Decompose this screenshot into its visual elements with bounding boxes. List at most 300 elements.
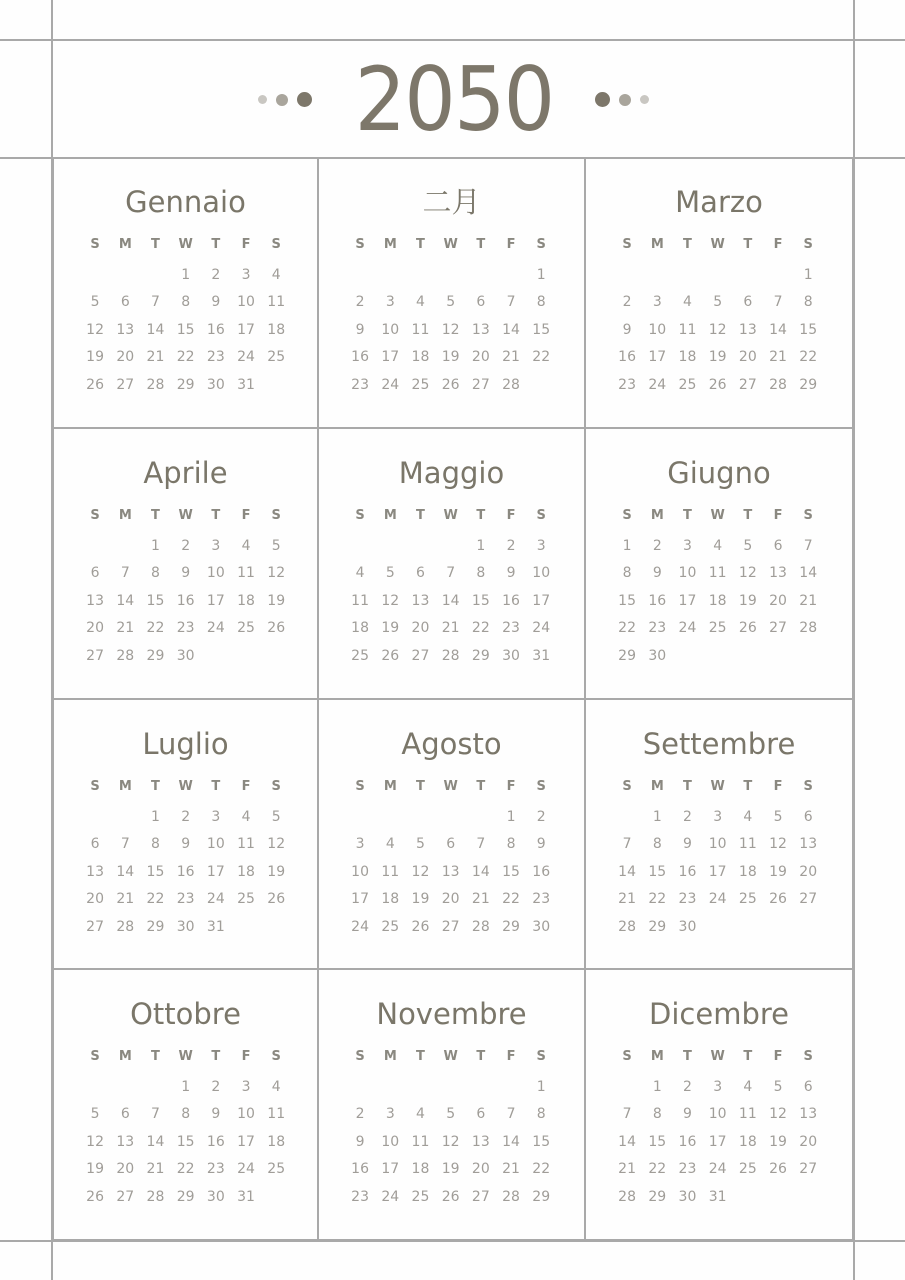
day-cell: 20 bbox=[86, 620, 104, 637]
day-cell: 28 bbox=[618, 918, 636, 935]
weekday-label: T bbox=[211, 779, 221, 794]
dot-icon bbox=[276, 94, 288, 106]
day-cell: 1 bbox=[652, 1078, 662, 1095]
day-cell: 1 bbox=[652, 808, 662, 825]
day-cell: 29 bbox=[648, 1188, 667, 1205]
day-cell: 19 bbox=[267, 592, 286, 609]
day-cell: 14 bbox=[441, 592, 460, 609]
empty-day bbox=[612, 1074, 642, 1102]
day-cell: 9 bbox=[211, 1106, 221, 1123]
day-cell: 14 bbox=[502, 321, 520, 338]
day-cell: 9 bbox=[355, 1133, 365, 1150]
day-cell: 7 bbox=[622, 1106, 632, 1123]
day-cell: 26 bbox=[441, 1188, 460, 1205]
day-cell: 10 bbox=[708, 1106, 727, 1123]
day-cell: 22 bbox=[532, 1161, 551, 1178]
day-cell: 16 bbox=[678, 863, 697, 880]
weekday-label: S bbox=[271, 508, 281, 523]
weekday-label: S bbox=[271, 1049, 281, 1064]
day-cell: 7 bbox=[120, 565, 130, 582]
day-cell: 27 bbox=[769, 620, 787, 637]
month-block bbox=[586, 700, 854, 970]
day-cell: 7 bbox=[151, 1106, 160, 1123]
day-cell: 9 bbox=[652, 565, 662, 582]
day-cell: 25 bbox=[678, 376, 697, 393]
day-cell: 20 bbox=[471, 1161, 490, 1178]
empty-day bbox=[345, 1074, 375, 1102]
dot-icon bbox=[619, 94, 631, 106]
day-cell: 17 bbox=[237, 1133, 255, 1150]
dot-icon bbox=[297, 92, 312, 107]
day-cell: 16 bbox=[176, 592, 195, 609]
day-cell: 19 bbox=[769, 863, 787, 880]
day-cell: 22 bbox=[618, 620, 636, 637]
day-cell: 28 bbox=[146, 1188, 165, 1205]
dot-icon bbox=[595, 92, 610, 107]
day-cell: 19 bbox=[769, 1133, 787, 1150]
day-cell: 17 bbox=[381, 349, 400, 366]
day-cell: 17 bbox=[708, 1133, 727, 1150]
day-cell: 18 bbox=[738, 863, 757, 880]
day-cell: 1 bbox=[536, 1078, 546, 1095]
day-cell: 20 bbox=[799, 1133, 818, 1150]
day-cell: 24 bbox=[648, 376, 667, 393]
day-cell: 26 bbox=[411, 918, 430, 935]
day-cell: 18 bbox=[381, 891, 400, 908]
day-cell: 7 bbox=[476, 836, 486, 853]
day-cell: 25 bbox=[411, 376, 430, 393]
empty-day bbox=[110, 533, 140, 561]
day-cell: 26 bbox=[708, 376, 727, 393]
weekday-label: M bbox=[118, 779, 132, 794]
day-cell: 21 bbox=[769, 349, 787, 366]
weekday-label: M bbox=[650, 237, 664, 252]
day-cell: 20 bbox=[116, 349, 135, 366]
weekday-label: M bbox=[118, 508, 132, 523]
day-cell: 11 bbox=[237, 565, 255, 582]
month-block bbox=[586, 429, 854, 700]
weekday-label: F bbox=[241, 779, 251, 794]
day-cell: 9 bbox=[683, 836, 692, 853]
empty-day bbox=[80, 533, 110, 561]
day-cell: 3 bbox=[241, 266, 251, 283]
month-name: Giugno bbox=[667, 456, 771, 490]
day-cell: 21 bbox=[502, 349, 520, 366]
day-cell: 5 bbox=[90, 294, 100, 311]
day-cell: 21 bbox=[116, 620, 135, 637]
day-cell: 13 bbox=[799, 836, 818, 853]
day-cell: 13 bbox=[116, 1133, 135, 1150]
day-cell: 11 bbox=[351, 592, 369, 609]
day-cell: 15 bbox=[146, 592, 165, 609]
month-block bbox=[319, 158, 586, 429]
weekday-label: W bbox=[443, 1049, 458, 1064]
day-cell: 13 bbox=[799, 1106, 818, 1123]
empty-day bbox=[733, 262, 763, 290]
dot-icon bbox=[640, 95, 649, 104]
weekday-label: F bbox=[773, 1049, 783, 1064]
weekday-label: F bbox=[506, 508, 516, 523]
weekday-label: T bbox=[743, 1049, 753, 1064]
day-cell: 24 bbox=[381, 376, 400, 393]
day-cell: 21 bbox=[441, 620, 460, 637]
day-cell: 25 bbox=[267, 349, 286, 366]
day-cell: 2 bbox=[355, 294, 365, 311]
day-cell: 9 bbox=[355, 321, 365, 338]
day-cell: 30 bbox=[678, 1188, 697, 1205]
day-cell: 8 bbox=[181, 294, 191, 311]
day-cell: 28 bbox=[146, 376, 165, 393]
month-block bbox=[586, 158, 854, 429]
day-cell: 4 bbox=[416, 294, 425, 311]
day-cell: 11 bbox=[267, 1106, 286, 1123]
weekday-label: M bbox=[383, 237, 397, 252]
day-cell: 9 bbox=[536, 836, 546, 853]
day-cell: 21 bbox=[618, 891, 636, 908]
weekday-label: T bbox=[743, 508, 753, 523]
weekday-label: T bbox=[211, 1049, 221, 1064]
day-cell: 22 bbox=[146, 620, 165, 637]
day-cell: 19 bbox=[267, 863, 286, 880]
day-cell: 11 bbox=[708, 565, 727, 582]
day-cell: 10 bbox=[237, 294, 255, 311]
month-block bbox=[319, 429, 586, 700]
day-cell: 16 bbox=[351, 349, 369, 366]
day-cell: 11 bbox=[411, 321, 430, 338]
day-cell: 13 bbox=[441, 863, 460, 880]
day-cell: 1 bbox=[536, 266, 546, 283]
day-cell: 13 bbox=[116, 321, 135, 338]
day-cell: 3 bbox=[713, 1078, 723, 1095]
weekday-label: M bbox=[383, 1049, 397, 1064]
day-cell: 29 bbox=[502, 918, 520, 935]
day-cell: 21 bbox=[116, 891, 135, 908]
day-cell: 14 bbox=[116, 592, 135, 609]
day-cell: 25 bbox=[411, 1188, 430, 1205]
day-cell: 31 bbox=[532, 647, 551, 664]
day-cell: 20 bbox=[471, 349, 490, 366]
day-cell: 1 bbox=[151, 537, 160, 554]
day-cell: 25 bbox=[738, 891, 757, 908]
day-cell: 21 bbox=[799, 592, 818, 609]
day-cell: 17 bbox=[648, 349, 667, 366]
day-cell: 8 bbox=[652, 1106, 662, 1123]
weekday-label: T bbox=[476, 1049, 486, 1064]
weekday-label: F bbox=[506, 237, 516, 252]
month-calendar bbox=[80, 505, 291, 671]
empty-day bbox=[405, 262, 435, 290]
day-cell: 29 bbox=[146, 647, 165, 664]
day-cell: 22 bbox=[176, 1161, 195, 1178]
day-cell: 6 bbox=[476, 294, 486, 311]
day-cell: 6 bbox=[90, 565, 100, 582]
day-cell: 29 bbox=[799, 376, 818, 393]
weekday-label: S bbox=[355, 1049, 365, 1064]
month-calendar bbox=[345, 776, 556, 942]
weekday-label: M bbox=[383, 508, 397, 523]
month-name: Dicembre bbox=[649, 997, 789, 1031]
day-cell: 26 bbox=[769, 891, 787, 908]
day-cell: 22 bbox=[648, 1161, 667, 1178]
empty-day bbox=[405, 1074, 435, 1102]
day-cell: 23 bbox=[502, 620, 520, 637]
day-cell: 30 bbox=[206, 376, 225, 393]
weekday-label: W bbox=[710, 1049, 725, 1064]
day-cell: 12 bbox=[267, 836, 286, 853]
weekday-label: S bbox=[803, 508, 813, 523]
day-cell: 18 bbox=[267, 1133, 286, 1150]
day-cell: 21 bbox=[146, 1161, 165, 1178]
day-cell: 31 bbox=[237, 1188, 255, 1205]
day-cell: 19 bbox=[441, 1161, 460, 1178]
weekday-label: T bbox=[683, 779, 692, 794]
day-cell: 13 bbox=[769, 565, 787, 582]
day-cell: 28 bbox=[471, 918, 490, 935]
month-name: Marzo bbox=[675, 185, 763, 219]
day-cell: 3 bbox=[211, 537, 221, 554]
day-cell: 4 bbox=[743, 1078, 753, 1095]
day-cell: 28 bbox=[441, 647, 460, 664]
month-block bbox=[319, 970, 586, 1241]
day-cell: 11 bbox=[381, 863, 400, 880]
day-cell: 22 bbox=[471, 620, 490, 637]
day-cell: 1 bbox=[506, 808, 516, 825]
day-cell: 20 bbox=[86, 891, 104, 908]
weekday-label: S bbox=[622, 508, 632, 523]
weekday-label: T bbox=[151, 508, 160, 523]
day-cell: 19 bbox=[411, 891, 430, 908]
day-cell: 5 bbox=[773, 808, 783, 825]
day-cell: 10 bbox=[648, 321, 667, 338]
day-cell: 5 bbox=[416, 836, 425, 853]
day-cell: 23 bbox=[678, 1161, 697, 1178]
empty-day bbox=[612, 262, 642, 290]
month-block bbox=[586, 970, 854, 1241]
day-cell: 3 bbox=[385, 1106, 395, 1123]
weekday-label: S bbox=[803, 237, 813, 252]
day-cell: 9 bbox=[506, 565, 516, 582]
day-cell: 6 bbox=[90, 836, 100, 853]
day-cell: 19 bbox=[381, 620, 400, 637]
weekday-label: S bbox=[271, 237, 281, 252]
day-cell: 2 bbox=[622, 294, 632, 311]
day-cell: 10 bbox=[532, 565, 551, 582]
weekday-label: S bbox=[622, 779, 632, 794]
month-calendar bbox=[612, 505, 823, 671]
weekday-label: S bbox=[536, 237, 546, 252]
weekday-label: F bbox=[773, 237, 783, 252]
day-cell: 23 bbox=[618, 376, 636, 393]
day-cell: 19 bbox=[86, 349, 104, 366]
empty-day bbox=[375, 533, 405, 561]
day-cell: 29 bbox=[176, 376, 195, 393]
weekday-label: T bbox=[416, 779, 425, 794]
weekday-label: S bbox=[90, 1049, 100, 1064]
weekday-label: T bbox=[476, 779, 486, 794]
day-cell: 30 bbox=[532, 918, 551, 935]
day-cell: 8 bbox=[151, 836, 160, 853]
month-block bbox=[52, 700, 319, 970]
day-cell: 3 bbox=[385, 294, 395, 311]
day-cell: 3 bbox=[713, 808, 723, 825]
weekday-label: T bbox=[416, 237, 425, 252]
day-cell: 28 bbox=[116, 918, 135, 935]
day-cell: 15 bbox=[176, 1133, 195, 1150]
day-cell: 7 bbox=[506, 1106, 516, 1123]
empty-day bbox=[466, 804, 496, 832]
empty-day bbox=[763, 262, 793, 290]
empty-day bbox=[612, 804, 642, 832]
weekday-label: M bbox=[383, 779, 397, 794]
day-cell: 6 bbox=[743, 294, 753, 311]
day-cell: 12 bbox=[86, 1133, 104, 1150]
day-cell: 25 bbox=[237, 891, 255, 908]
day-cell: 10 bbox=[708, 836, 727, 853]
day-cell: 2 bbox=[536, 808, 546, 825]
day-cell: 31 bbox=[206, 918, 225, 935]
empty-day bbox=[110, 804, 140, 832]
day-cell: 31 bbox=[708, 1188, 727, 1205]
weekday-label: T bbox=[151, 779, 160, 794]
day-cell: 17 bbox=[381, 1161, 400, 1178]
day-cell: 8 bbox=[476, 565, 486, 582]
day-cell: 19 bbox=[86, 1161, 104, 1178]
day-cell: 15 bbox=[146, 863, 165, 880]
day-cell: 6 bbox=[120, 294, 130, 311]
empty-day bbox=[405, 804, 435, 832]
day-cell: 30 bbox=[678, 918, 697, 935]
day-cell: 24 bbox=[237, 1161, 255, 1178]
day-cell: 3 bbox=[211, 808, 221, 825]
weekday-label: S bbox=[622, 1049, 632, 1064]
weekday-label: T bbox=[683, 508, 692, 523]
day-cell: 29 bbox=[618, 647, 636, 664]
day-cell: 7 bbox=[446, 565, 456, 582]
day-cell: 18 bbox=[237, 592, 255, 609]
weekday-label: T bbox=[743, 779, 753, 794]
day-cell: 5 bbox=[743, 537, 753, 554]
day-cell: 14 bbox=[116, 863, 135, 880]
weekday-label: T bbox=[743, 237, 753, 252]
empty-day bbox=[405, 533, 435, 561]
day-cell: 16 bbox=[648, 592, 667, 609]
day-cell: 15 bbox=[176, 321, 195, 338]
day-cell: 8 bbox=[151, 565, 160, 582]
day-cell: 14 bbox=[146, 321, 165, 338]
empty-day bbox=[345, 533, 375, 561]
weekday-label: S bbox=[536, 779, 546, 794]
day-cell: 8 bbox=[652, 836, 662, 853]
empty-day bbox=[496, 1074, 526, 1102]
day-cell: 26 bbox=[267, 891, 286, 908]
day-cell: 28 bbox=[618, 1188, 636, 1205]
weekday-label: M bbox=[650, 779, 664, 794]
day-cell: 10 bbox=[351, 863, 369, 880]
weekday-label: W bbox=[710, 237, 725, 252]
weekday-label: S bbox=[803, 779, 813, 794]
day-cell: 29 bbox=[648, 918, 667, 935]
weekday-label: M bbox=[650, 1049, 664, 1064]
day-cell: 28 bbox=[769, 376, 787, 393]
month-block bbox=[52, 158, 319, 429]
day-cell: 7 bbox=[120, 836, 130, 853]
day-cell: 4 bbox=[241, 537, 251, 554]
month-name: Aprile bbox=[143, 456, 228, 490]
day-cell: 24 bbox=[381, 1188, 400, 1205]
day-cell: 14 bbox=[618, 863, 636, 880]
month-calendar bbox=[80, 776, 291, 942]
day-cell: 7 bbox=[622, 836, 632, 853]
day-cell: 20 bbox=[769, 592, 787, 609]
day-cell: 17 bbox=[351, 891, 369, 908]
day-cell: 6 bbox=[446, 836, 456, 853]
weekday-label: S bbox=[536, 508, 546, 523]
empty-day bbox=[375, 262, 405, 290]
day-cell: 2 bbox=[181, 537, 191, 554]
day-cell: 19 bbox=[738, 592, 757, 609]
day-cell: 18 bbox=[678, 349, 697, 366]
day-cell: 17 bbox=[678, 592, 697, 609]
day-cell: 20 bbox=[738, 349, 757, 366]
weekday-label: W bbox=[443, 508, 458, 523]
day-cell: 27 bbox=[738, 376, 757, 393]
day-cell: 16 bbox=[176, 863, 195, 880]
dots-left-icon bbox=[258, 92, 312, 107]
day-cell: 4 bbox=[241, 808, 251, 825]
day-cell: 23 bbox=[206, 1161, 225, 1178]
day-cell: 18 bbox=[411, 1161, 430, 1178]
day-cell: 4 bbox=[355, 565, 365, 582]
day-cell: 30 bbox=[176, 918, 195, 935]
day-cell: 25 bbox=[351, 647, 369, 664]
day-cell: 20 bbox=[411, 620, 430, 637]
weekday-label: S bbox=[271, 779, 281, 794]
day-cell: 7 bbox=[151, 294, 160, 311]
empty-day bbox=[466, 262, 496, 290]
day-cell: 20 bbox=[116, 1161, 135, 1178]
day-cell: 27 bbox=[441, 918, 460, 935]
day-cell: 1 bbox=[181, 1078, 191, 1095]
day-cell: 12 bbox=[738, 565, 757, 582]
day-cell: 16 bbox=[618, 349, 636, 366]
day-cell: 1 bbox=[151, 808, 160, 825]
weekday-label: W bbox=[710, 779, 725, 794]
empty-day bbox=[642, 262, 672, 290]
day-cell: 7 bbox=[506, 294, 516, 311]
empty-day bbox=[436, 1074, 466, 1102]
dots-right-icon bbox=[595, 92, 649, 107]
day-cell: 6 bbox=[803, 1078, 813, 1095]
weekday-label: T bbox=[211, 237, 221, 252]
day-cell: 4 bbox=[743, 808, 753, 825]
day-cell: 23 bbox=[648, 620, 667, 637]
day-cell: 14 bbox=[618, 1133, 636, 1150]
day-cell: 8 bbox=[506, 836, 516, 853]
empty-day bbox=[375, 1074, 405, 1102]
weekday-label: T bbox=[416, 1049, 425, 1064]
empty-day bbox=[140, 262, 170, 290]
day-cell: 16 bbox=[532, 863, 551, 880]
day-cell: 25 bbox=[708, 620, 727, 637]
day-cell: 2 bbox=[683, 808, 692, 825]
weekday-label: W bbox=[443, 779, 458, 794]
day-cell: 12 bbox=[441, 321, 460, 338]
day-cell: 18 bbox=[411, 349, 430, 366]
day-cell: 27 bbox=[116, 1188, 135, 1205]
day-cell: 1 bbox=[476, 537, 486, 554]
empty-day bbox=[80, 262, 110, 290]
empty-day bbox=[436, 533, 466, 561]
